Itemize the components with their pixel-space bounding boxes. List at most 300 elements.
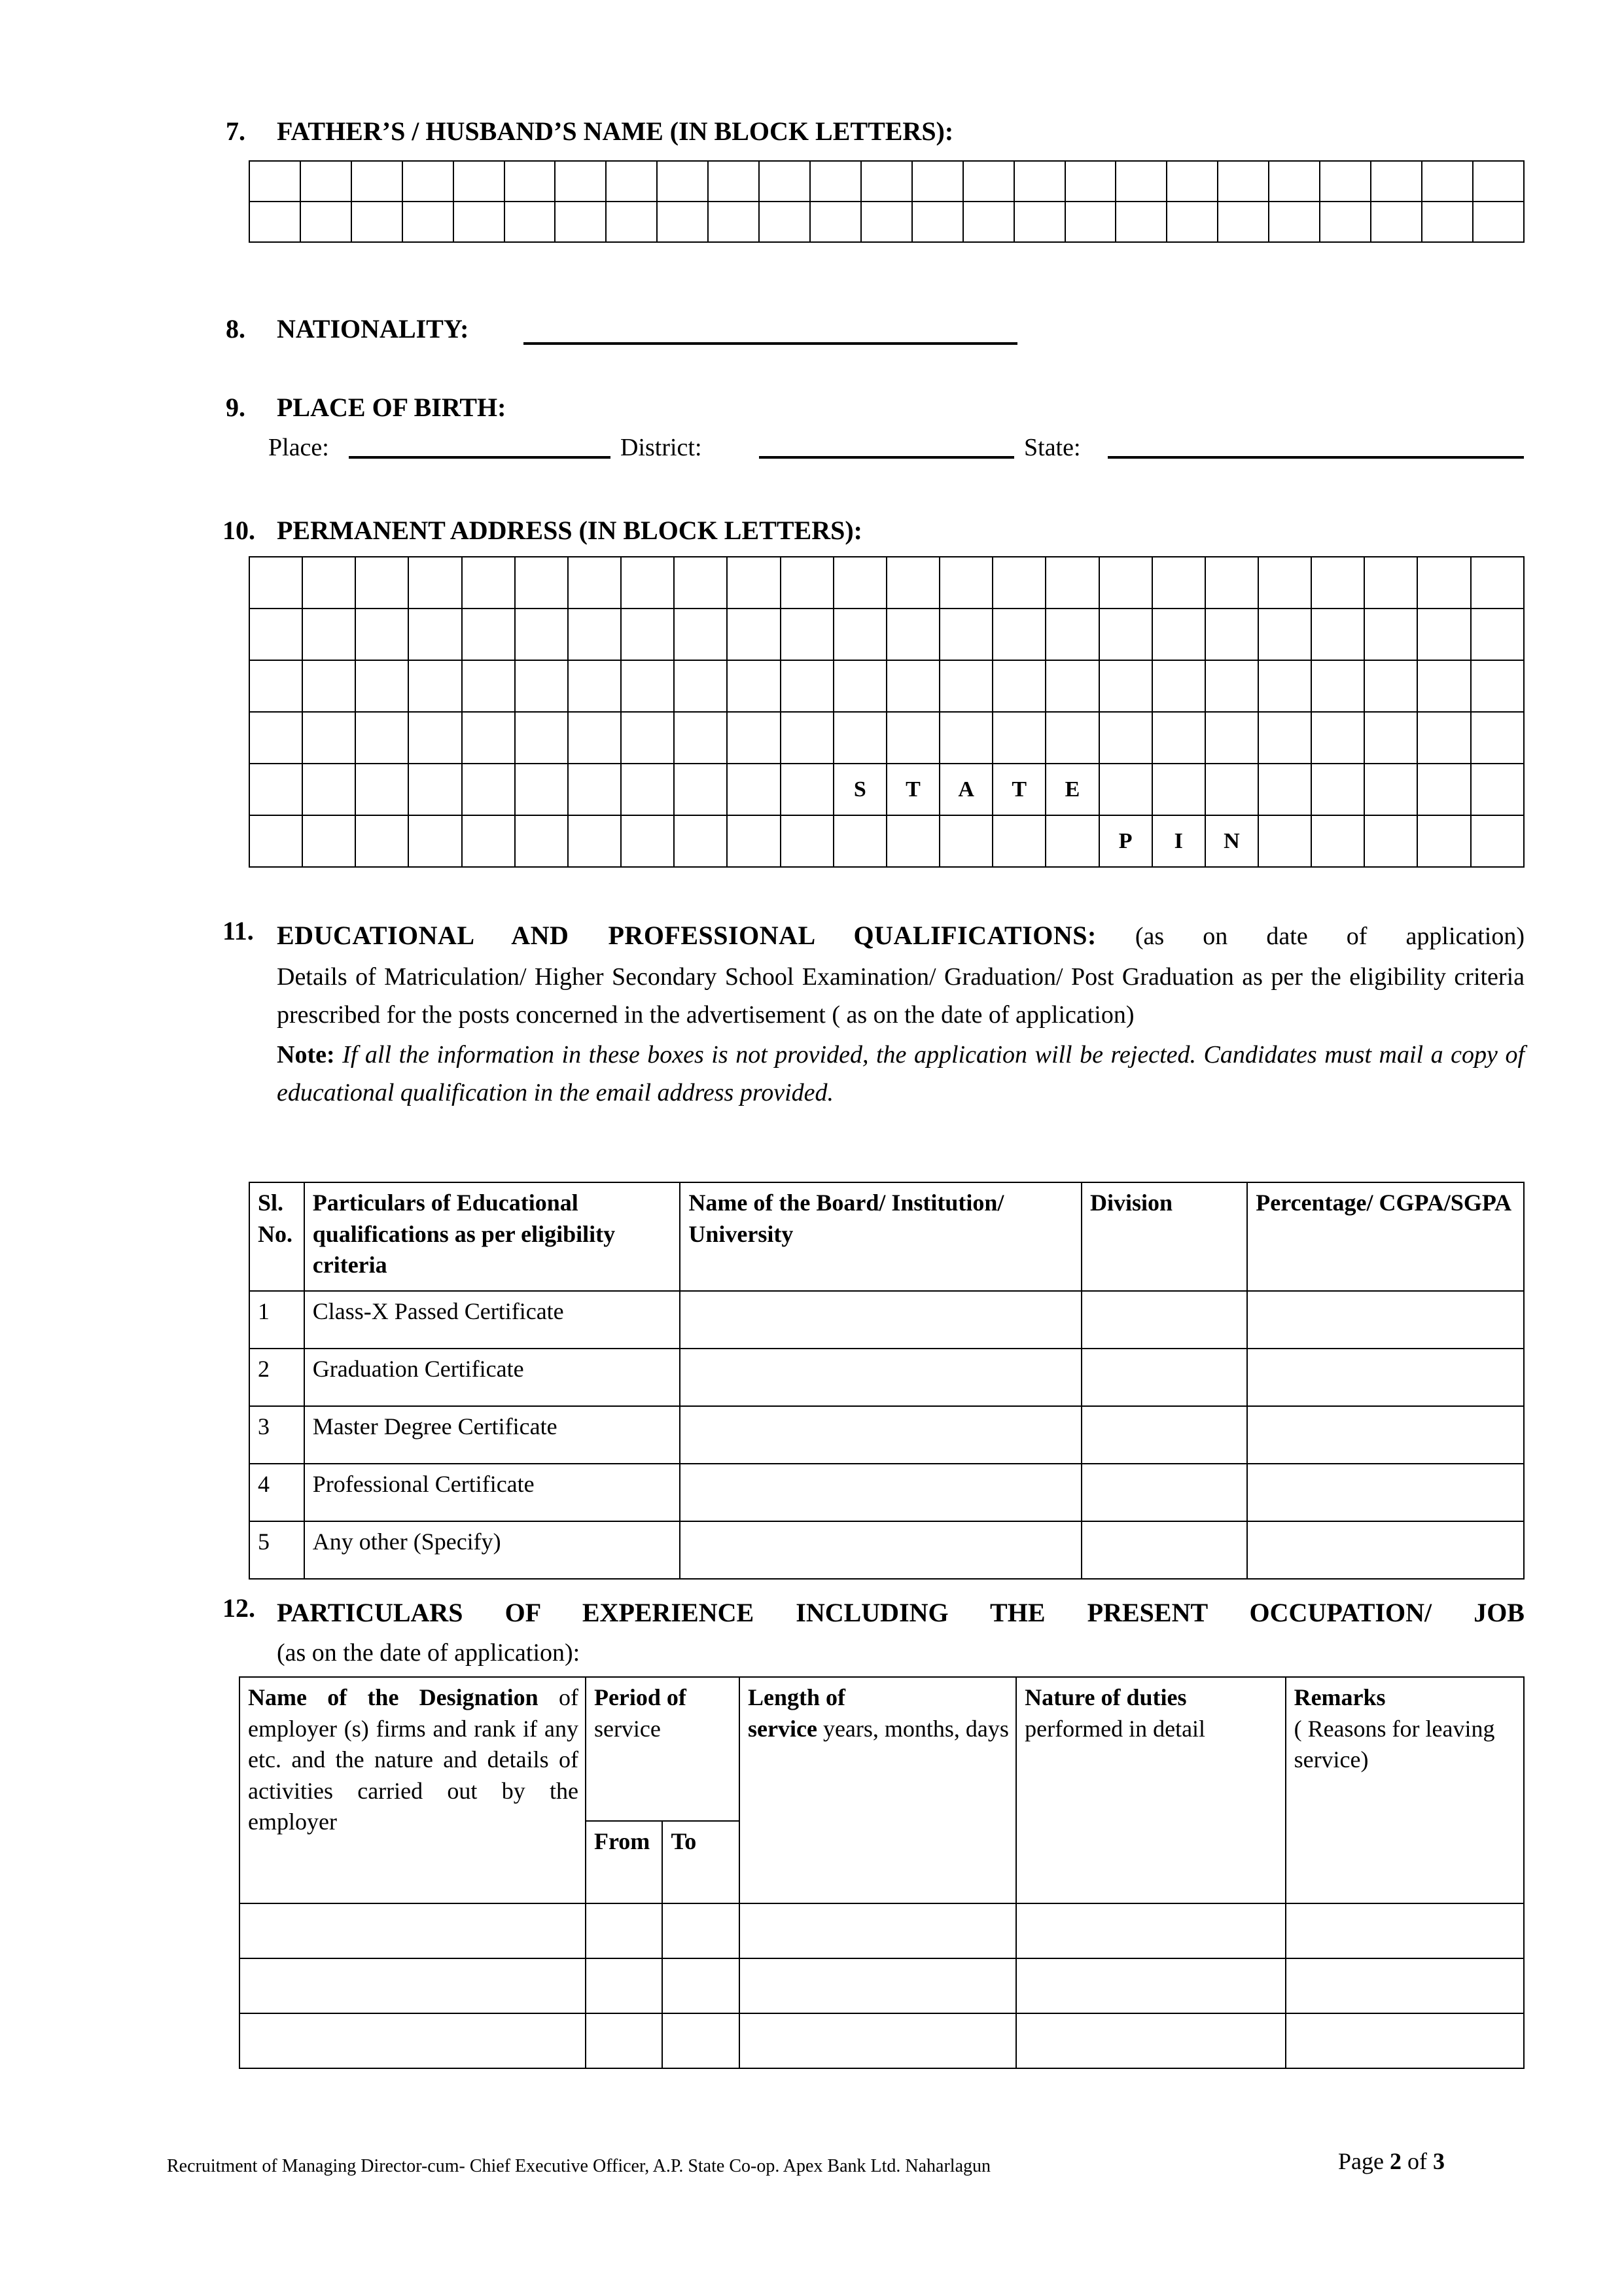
boxgrid-cell[interactable] xyxy=(302,764,355,815)
experience-input-cell[interactable] xyxy=(586,1958,663,2013)
boxgrid-cell[interactable] xyxy=(1364,557,1417,609)
boxgrid-cell[interactable] xyxy=(402,161,453,202)
boxgrid-cell[interactable] xyxy=(1258,712,1311,764)
boxgrid-cell[interactable] xyxy=(1471,815,1524,867)
footer-page-prefix: Page xyxy=(1338,2148,1390,2174)
boxgrid-cell[interactable] xyxy=(568,557,621,609)
boxgrid-cell[interactable] xyxy=(887,609,940,660)
boxgrid-cell[interactable] xyxy=(515,660,568,712)
experience-input-cell[interactable] xyxy=(1016,1958,1285,2013)
experience-input-cell[interactable] xyxy=(739,1903,1016,1958)
boxgrid-cell[interactable] xyxy=(674,660,727,712)
education-table-row xyxy=(249,1521,1524,1579)
boxgrid-cell[interactable] xyxy=(912,202,963,242)
education-sl-cell: 5 xyxy=(249,1521,304,1579)
education-input-cell[interactable] xyxy=(1082,1521,1247,1579)
boxgrid-cell[interactable] xyxy=(453,161,504,202)
boxgrid-cell[interactable] xyxy=(1364,764,1417,815)
fathers-name-boxgrid[interactable] xyxy=(249,160,1525,243)
boxgrid-cell[interactable] xyxy=(351,161,402,202)
boxgrid-cell[interactable] xyxy=(781,609,834,660)
boxgrid-cell[interactable] xyxy=(408,712,461,764)
experience-input-cell[interactable] xyxy=(1286,2013,1524,2068)
boxgrid-row xyxy=(249,202,1524,242)
experience-table[interactable] xyxy=(239,1676,1525,2069)
boxgrid-cell[interactable] xyxy=(834,609,887,660)
boxgrid-cell[interactable] xyxy=(1311,557,1364,609)
experience-input-cell[interactable] xyxy=(239,1958,586,2013)
boxgrid-cell[interactable] xyxy=(781,712,834,764)
boxgrid-cell[interactable] xyxy=(515,764,568,815)
boxgrid-cell[interactable] xyxy=(302,609,355,660)
boxgrid-cell[interactable] xyxy=(504,161,556,202)
section-11-number: 11. xyxy=(222,916,254,945)
boxgrid-cell[interactable] xyxy=(462,660,515,712)
boxgrid-cell[interactable] xyxy=(940,557,993,609)
experience-input-cell[interactable] xyxy=(239,2013,586,2068)
education-sl-cell: 3 xyxy=(249,1406,304,1464)
experience-header-row-1 xyxy=(239,1677,1524,1821)
boxgrid-cell[interactable] xyxy=(1364,609,1417,660)
section-12-subtitle: (as on the date of application): xyxy=(277,1638,580,1667)
boxgrid-cell[interactable] xyxy=(887,660,940,712)
boxgrid-cell[interactable] xyxy=(912,161,963,202)
boxgrid-cell[interactable] xyxy=(462,764,515,815)
boxgrid-cell[interactable] xyxy=(555,202,606,242)
section-7-heading xyxy=(226,116,953,147)
boxgrid-cell[interactable] xyxy=(657,202,708,242)
boxgrid-cell[interactable] xyxy=(810,161,861,202)
boxgrid-cell[interactable] xyxy=(249,609,302,660)
boxgrid-cell[interactable] xyxy=(834,557,887,609)
boxgrid-cell[interactable] xyxy=(887,557,940,609)
boxgrid-cell[interactable] xyxy=(1218,202,1269,242)
nationality-input-line[interactable] xyxy=(523,342,1017,345)
boxgrid-row xyxy=(249,557,1524,609)
boxgrid-label-cell: P xyxy=(1099,815,1152,867)
education-input-cell[interactable] xyxy=(680,1291,1082,1349)
education-table[interactable] xyxy=(249,1182,1525,1580)
boxgrid-cell[interactable] xyxy=(1116,202,1167,242)
boxgrid-cell[interactable] xyxy=(1473,161,1524,202)
boxgrid-cell[interactable] xyxy=(708,202,759,242)
boxgrid-cell[interactable] xyxy=(302,815,355,867)
education-input-cell[interactable] xyxy=(1247,1521,1524,1579)
footer-page-total: 3 xyxy=(1432,2148,1445,2174)
boxgrid-cell[interactable] xyxy=(462,609,515,660)
boxgrid-cell[interactable] xyxy=(1099,557,1152,609)
boxgrid-cell[interactable] xyxy=(1417,609,1470,660)
boxgrid-cell[interactable] xyxy=(834,712,887,764)
section-11-note xyxy=(277,1036,1525,1112)
boxgrid-cell[interactable] xyxy=(1320,202,1371,242)
boxgrid-label-cell: E xyxy=(1046,764,1099,815)
education-col-header: Sl. No. xyxy=(249,1182,304,1291)
district-input-line[interactable] xyxy=(759,456,1014,459)
boxgrid-cell[interactable] xyxy=(1046,609,1099,660)
boxgrid-cell[interactable] xyxy=(1311,609,1364,660)
education-sl-cell: 2 xyxy=(249,1349,304,1406)
boxgrid-row xyxy=(249,660,1524,712)
boxgrid-cell[interactable] xyxy=(408,815,461,867)
boxgrid-cell[interactable] xyxy=(1116,161,1167,202)
boxgrid-cell[interactable] xyxy=(568,764,621,815)
boxgrid-cell[interactable] xyxy=(759,161,810,202)
boxgrid-cell[interactable] xyxy=(1152,609,1205,660)
boxgrid-cell[interactable] xyxy=(1046,557,1099,609)
boxgrid-cell[interactable] xyxy=(462,815,515,867)
boxgrid-cell[interactable] xyxy=(408,557,461,609)
boxgrid-label-cell: T xyxy=(993,764,1046,815)
education-input-cell[interactable] xyxy=(1247,1406,1524,1464)
boxgrid-cell[interactable] xyxy=(674,609,727,660)
education-particulars-cell: Master Degree Certificate xyxy=(304,1406,680,1464)
boxgrid-cell[interactable] xyxy=(1205,557,1258,609)
boxgrid-cell[interactable] xyxy=(408,764,461,815)
boxgrid-cell[interactable] xyxy=(940,660,993,712)
boxgrid-cell[interactable] xyxy=(568,609,621,660)
education-sl-cell: 4 xyxy=(249,1464,304,1521)
boxgrid-cell[interactable] xyxy=(1371,161,1422,202)
boxgrid-cell[interactable] xyxy=(606,202,657,242)
boxgrid-cell[interactable] xyxy=(887,712,940,764)
boxgrid-cell[interactable] xyxy=(408,609,461,660)
boxgrid-cell[interactable] xyxy=(810,202,861,242)
education-input-cell[interactable] xyxy=(680,1349,1082,1406)
boxgrid-cell[interactable] xyxy=(727,764,780,815)
section-11-heading xyxy=(222,916,1525,956)
boxgrid-cell[interactable] xyxy=(1152,712,1205,764)
boxgrid-cell[interactable] xyxy=(674,557,727,609)
section-7-number: 7. xyxy=(226,116,245,146)
boxgrid-row xyxy=(249,764,1524,815)
boxgrid-cell[interactable] xyxy=(621,815,674,867)
state-input-line[interactable] xyxy=(1108,456,1524,459)
boxgrid-cell[interactable] xyxy=(1471,764,1524,815)
section-9-number: 9. xyxy=(226,393,245,422)
footer-page-mid: of xyxy=(1401,2148,1433,2174)
boxgrid-cell[interactable] xyxy=(462,712,515,764)
boxgrid-cell[interactable] xyxy=(302,660,355,712)
experience-input-cell[interactable] xyxy=(739,1958,1016,2013)
boxgrid-cell[interactable] xyxy=(249,660,302,712)
education-input-cell[interactable] xyxy=(680,1521,1082,1579)
boxgrid-cell[interactable] xyxy=(1046,712,1099,764)
boxgrid-cell[interactable] xyxy=(300,161,351,202)
education-col-header: Particulars of Educational qualifications as per eligibility criteria xyxy=(304,1182,680,1291)
boxgrid-cell[interactable] xyxy=(1014,202,1065,242)
boxgrid-cell[interactable] xyxy=(1046,815,1099,867)
section-12-number: 12. xyxy=(222,1593,255,1623)
education-input-cell[interactable] xyxy=(680,1464,1082,1521)
boxgrid-cell[interactable] xyxy=(1099,660,1152,712)
boxgrid-cell[interactable] xyxy=(1167,161,1218,202)
boxgrid-cell[interactable] xyxy=(249,557,302,609)
boxgrid-cell[interactable] xyxy=(249,815,302,867)
boxgrid-cell[interactable] xyxy=(1218,161,1269,202)
boxgrid-cell[interactable] xyxy=(621,712,674,764)
boxgrid-cell[interactable] xyxy=(453,202,504,242)
experience-table-row xyxy=(239,1903,1524,1958)
state-label: State: xyxy=(1024,434,1081,461)
boxgrid-cell[interactable] xyxy=(993,609,1046,660)
experience-table-row xyxy=(239,2013,1524,2068)
boxgrid-cell[interactable] xyxy=(504,202,556,242)
boxgrid-cell[interactable] xyxy=(1417,764,1470,815)
experience-input-cell[interactable] xyxy=(239,1903,586,1958)
section-11-note-text: If all the information in these boxes is not provided, the application will be rejected. Candidates must mail a copy of educational qualification in the email address provided. xyxy=(277,1041,1525,1107)
boxgrid-cell[interactable] xyxy=(355,815,408,867)
boxgrid-cell[interactable] xyxy=(1364,815,1417,867)
boxgrid-cell[interactable] xyxy=(674,764,727,815)
place-label: Place: xyxy=(268,434,329,461)
boxgrid-cell[interactable] xyxy=(1258,764,1311,815)
education-table-row xyxy=(249,1349,1524,1406)
education-input-cell[interactable] xyxy=(1247,1291,1524,1349)
boxgrid-row xyxy=(249,609,1524,660)
boxgrid-cell[interactable] xyxy=(249,764,302,815)
boxgrid-cell[interactable] xyxy=(1152,557,1205,609)
boxgrid-cell[interactable] xyxy=(555,161,606,202)
experience-table-row xyxy=(239,1958,1524,2013)
experience-col-header-duties: Nature of duties performed in detail xyxy=(1016,1677,1285,1903)
boxgrid-cell[interactable] xyxy=(515,815,568,867)
experience-input-cell[interactable] xyxy=(586,1903,663,1958)
boxgrid-cell[interactable] xyxy=(993,557,1046,609)
boxgrid-cell[interactable] xyxy=(1311,660,1364,712)
boxgrid-cell[interactable] xyxy=(834,815,887,867)
boxgrid-cell[interactable] xyxy=(1269,202,1320,242)
boxgrid-cell[interactable] xyxy=(300,202,351,242)
section-9-title: PLACE OF BIRTH: xyxy=(277,393,506,422)
section-12-heading xyxy=(222,1593,1525,1633)
boxgrid-cell[interactable] xyxy=(1422,161,1473,202)
education-input-cell[interactable] xyxy=(1082,1406,1247,1464)
boxgrid-cell[interactable] xyxy=(1205,712,1258,764)
footer-page-number: 2 xyxy=(1389,2148,1402,2174)
boxgrid-cell[interactable] xyxy=(963,202,1014,242)
boxgrid-cell[interactable] xyxy=(727,815,780,867)
boxgrid-cell[interactable] xyxy=(515,557,568,609)
experience-input-cell[interactable] xyxy=(662,1958,739,2013)
experience-input-cell[interactable] xyxy=(662,2013,739,2068)
boxgrid-cell[interactable] xyxy=(1417,712,1470,764)
boxgrid-cell[interactable] xyxy=(1258,557,1311,609)
education-table-row xyxy=(249,1464,1524,1521)
section-8-title: NATIONALITY: xyxy=(277,314,469,344)
section-8-number: 8. xyxy=(226,314,245,344)
boxgrid-cell[interactable] xyxy=(355,557,408,609)
boxgrid-cell[interactable] xyxy=(1065,161,1116,202)
boxgrid-cell[interactable] xyxy=(963,161,1014,202)
boxgrid-cell[interactable] xyxy=(940,712,993,764)
boxgrid-cell[interactable] xyxy=(1471,557,1524,609)
boxgrid-cell[interactable] xyxy=(1152,764,1205,815)
education-sl-cell: 1 xyxy=(249,1291,304,1349)
experience-input-cell[interactable] xyxy=(1016,2013,1285,2068)
boxgrid-cell[interactable] xyxy=(1371,202,1422,242)
place-input-line[interactable] xyxy=(349,456,610,459)
boxgrid-cell[interactable] xyxy=(462,557,515,609)
boxgrid-cell[interactable] xyxy=(1014,161,1065,202)
education-particulars-cell: Graduation Certificate xyxy=(304,1349,680,1406)
boxgrid-cell[interactable] xyxy=(1311,815,1364,867)
boxgrid-cell[interactable] xyxy=(355,712,408,764)
boxgrid-cell[interactable] xyxy=(568,660,621,712)
boxgrid-row xyxy=(249,712,1524,764)
education-input-cell[interactable] xyxy=(1082,1464,1247,1521)
experience-input-cell[interactable] xyxy=(1016,1903,1285,1958)
boxgrid-cell[interactable] xyxy=(993,660,1046,712)
boxgrid-cell[interactable] xyxy=(834,660,887,712)
experience-input-cell[interactable] xyxy=(662,1903,739,1958)
education-input-cell[interactable] xyxy=(1082,1291,1247,1349)
boxgrid-cell[interactable] xyxy=(657,161,708,202)
experience-subheader-to: To xyxy=(662,1821,739,1903)
experience-input-cell[interactable] xyxy=(1286,1958,1524,2013)
boxgrid-cell[interactable] xyxy=(1258,815,1311,867)
boxgrid-cell[interactable] xyxy=(993,712,1046,764)
boxgrid-cell[interactable] xyxy=(249,712,302,764)
boxgrid-cell[interactable] xyxy=(1167,202,1218,242)
boxgrid-cell[interactable] xyxy=(1320,161,1371,202)
boxgrid-cell[interactable] xyxy=(1152,660,1205,712)
boxgrid-cell[interactable] xyxy=(1417,660,1470,712)
boxgrid-cell[interactable] xyxy=(781,660,834,712)
boxgrid-cell[interactable] xyxy=(1099,712,1152,764)
boxgrid-cell[interactable] xyxy=(759,202,810,242)
section-10-title: PERMANENT ADDRESS (IN BLOCK LETTERS): xyxy=(277,516,862,545)
boxgrid-cell[interactable] xyxy=(408,660,461,712)
boxgrid-cell[interactable] xyxy=(402,202,453,242)
experience-col-header-remarks: Remarks ( Reasons for leaving service) xyxy=(1286,1677,1524,1903)
boxgrid-cell[interactable] xyxy=(568,815,621,867)
boxgrid-label-cell: T xyxy=(887,764,940,815)
section-7-title: FATHER’S / HUSBAND’S NAME (IN BLOCK LETTERS): xyxy=(277,116,954,146)
boxgrid-cell[interactable] xyxy=(355,660,408,712)
boxgrid-cell[interactable] xyxy=(1065,202,1116,242)
boxgrid-cell[interactable] xyxy=(1258,660,1311,712)
permanent-address-boxgrid[interactable] xyxy=(249,556,1525,868)
education-table-row xyxy=(249,1406,1524,1464)
boxgrid-cell[interactable] xyxy=(355,609,408,660)
boxgrid-cell[interactable] xyxy=(355,764,408,815)
boxgrid-cell[interactable] xyxy=(621,557,674,609)
boxgrid-cell[interactable] xyxy=(940,815,993,867)
boxgrid-cell[interactable] xyxy=(1471,712,1524,764)
boxgrid-cell[interactable] xyxy=(621,660,674,712)
education-particulars-cell: Professional Certificate xyxy=(304,1464,680,1521)
boxgrid-cell[interactable] xyxy=(621,764,674,815)
section-11-block xyxy=(222,916,1525,1112)
section-12-block xyxy=(222,1593,1525,1672)
section-11-body: Details of Matriculation/ Higher Secondary School Examination/ Graduation/ Post Graduation as per the eligibility criteria prescribed for the posts concerned in the advertisement ( as on the date of application) xyxy=(277,963,1525,1029)
education-col-header: Name of the Board/ Institution/ University xyxy=(680,1182,1082,1291)
boxgrid-cell[interactable] xyxy=(1258,609,1311,660)
section-9-heading xyxy=(226,393,506,423)
boxgrid-cell[interactable] xyxy=(1099,609,1152,660)
boxgrid-cell[interactable] xyxy=(1205,609,1258,660)
boxgrid-cell[interactable] xyxy=(1473,202,1524,242)
boxgrid-cell[interactable] xyxy=(1364,712,1417,764)
boxgrid-cell[interactable] xyxy=(1205,660,1258,712)
boxgrid-label-cell: A xyxy=(940,764,993,815)
boxgrid-cell[interactable] xyxy=(781,815,834,867)
boxgrid-cell[interactable] xyxy=(249,161,300,202)
boxgrid-cell[interactable] xyxy=(1471,609,1524,660)
boxgrid-cell[interactable] xyxy=(351,202,402,242)
boxgrid-cell[interactable] xyxy=(674,712,727,764)
section-8-heading xyxy=(226,314,468,344)
boxgrid-cell[interactable] xyxy=(621,609,674,660)
boxgrid-row xyxy=(249,815,1524,867)
boxgrid-cell[interactable] xyxy=(708,161,759,202)
section-11-title-suffix: (as on date of application) xyxy=(1135,923,1525,950)
boxgrid-cell[interactable] xyxy=(1417,557,1470,609)
boxgrid-cell[interactable] xyxy=(727,712,780,764)
boxgrid-cell[interactable] xyxy=(568,712,621,764)
section-11-note-label: Note: xyxy=(277,1041,335,1069)
boxgrid-cell[interactable] xyxy=(861,161,912,202)
experience-subheader-from: From xyxy=(586,1821,663,1903)
section-10-number: 10. xyxy=(222,516,255,545)
boxgrid-cell[interactable] xyxy=(940,609,993,660)
section-11-title: EDUCATIONAL AND PROFESSIONAL QUALIFICATIONS: xyxy=(277,921,1097,950)
boxgrid-cell[interactable] xyxy=(674,815,727,867)
boxgrid-cell[interactable] xyxy=(887,815,940,867)
boxgrid-cell[interactable] xyxy=(727,609,780,660)
experience-col-header-period: Period of service xyxy=(586,1677,739,1821)
experience-input-cell[interactable] xyxy=(586,2013,663,2068)
boxgrid-cell[interactable] xyxy=(727,660,780,712)
boxgrid-cell[interactable] xyxy=(606,161,657,202)
boxgrid-cell[interactable] xyxy=(781,557,834,609)
boxgrid-cell[interactable] xyxy=(727,557,780,609)
education-input-cell[interactable] xyxy=(1082,1349,1247,1406)
boxgrid-cell[interactable] xyxy=(1422,202,1473,242)
education-input-cell[interactable] xyxy=(1247,1464,1524,1521)
boxgrid-cell[interactable] xyxy=(1311,764,1364,815)
boxgrid-cell[interactable] xyxy=(1205,764,1258,815)
footer-note: Recruitment of Managing Director-cum- Chief Executive Officer, A.P. State Co-op. Apex Bank Ltd. Naharlagun xyxy=(167,2156,991,2176)
boxgrid-cell[interactable] xyxy=(515,712,568,764)
education-col-header: Division xyxy=(1082,1182,1247,1291)
section-12-title: PARTICULARS OF EXPERIENCE INCLUDING THE PRESENT OCCUPATION/ JOB xyxy=(277,1598,1525,1627)
boxgrid-cell[interactable] xyxy=(249,202,300,242)
boxgrid-cell[interactable] xyxy=(1471,660,1524,712)
boxgrid-cell[interactable] xyxy=(302,712,355,764)
boxgrid-cell[interactable] xyxy=(1364,660,1417,712)
boxgrid-cell[interactable] xyxy=(302,557,355,609)
boxgrid-cell[interactable] xyxy=(781,764,834,815)
boxgrid-cell[interactable] xyxy=(1417,815,1470,867)
experience-input-cell[interactable] xyxy=(1286,1903,1524,1958)
experience-input-cell[interactable] xyxy=(739,2013,1016,2068)
boxgrid-cell[interactable] xyxy=(1046,660,1099,712)
experience-col-header-name: Name of the Designation of employer (s) firms and rank if any etc. and the nature and details of activities carried out by the employer xyxy=(239,1677,586,1903)
education-input-cell[interactable] xyxy=(1247,1349,1524,1406)
district-label: District: xyxy=(620,434,702,461)
experience-col-header-length: Length of service years, months, days xyxy=(739,1677,1016,1903)
boxgrid-cell[interactable] xyxy=(1311,712,1364,764)
education-input-cell[interactable] xyxy=(680,1406,1082,1464)
boxgrid-cell[interactable] xyxy=(861,202,912,242)
boxgrid-cell[interactable] xyxy=(993,815,1046,867)
boxgrid-label-cell: S xyxy=(834,764,887,815)
boxgrid-cell[interactable] xyxy=(515,609,568,660)
boxgrid-cell[interactable] xyxy=(1269,161,1320,202)
boxgrid-cell[interactable] xyxy=(1099,764,1152,815)
